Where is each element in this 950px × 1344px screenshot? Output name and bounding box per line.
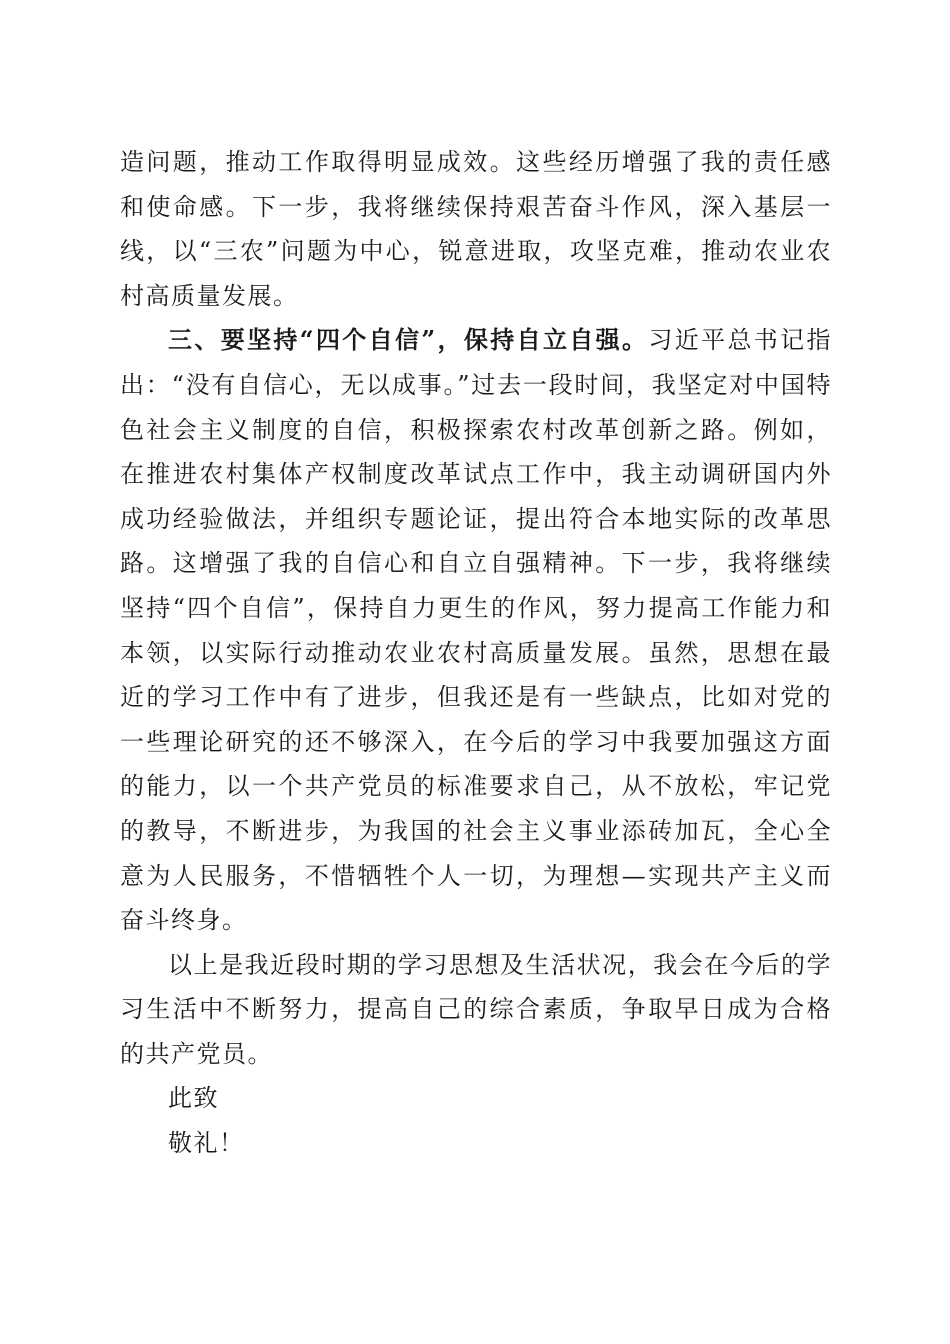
paragraph-section-three: [120, 318, 832, 942]
closing-regards: 敬礼！: [168, 1129, 245, 1158]
section-three-heading: 三、要坚持“四个自信”，保持自立自强。: [168, 325, 649, 355]
paragraph-continuation: 造问题，推动工作取得明显成效。这些经历增强了我的责任感和使命感。下一步，我将继续保持艰苦奋斗作风，深入基层一线，以“三农”问题为中心，锐意进取，攻坚克难，推动农业农村高质量发展。: [120, 148, 832, 310]
paragraph-summary: 以上是我近段时期的学习思想及生活状况，我会在今后的学习生活中不断努力，提高自己的综合素质，争取早日成为合格的共产党员。: [120, 950, 832, 1068]
closing-salutation: 此致: [168, 1084, 219, 1113]
section-three-body: 习近平总书记指出：“没有自信心，无以成事。”过去一段时间，我坚定对中国特色社会主义制度的自信，积极探索农村改革创新之路。例如，在推进农村集体产权制度改革试点工作中，我主动调研国内外成功经验做法，并组织专题论证，提出符合本地实际的改革思路。这增强了我的自信心和自立自强精神。下一步，我将继续坚持“四个自信”，保持自力更生的作风，努力提高工作能力和本领，以实际行动推动农业农村高质量发展。虽然，思想在最近的学习工作中有了进步，但我还是有一些缺点，比如对党的一些理论研究的还不够深入，在今后的学习中我要加强这方面的能力，以一个共产党员的标准要求自己，从不放松，牢记党的教导，不断进步，为我国的社会主义事业添砖加瓦，全心全意为人民服务，不惜牺牲个人一切，为理想—实现共产主义而奋斗终身。: [120, 326, 833, 935]
document-body: [120, 140, 832, 1166]
